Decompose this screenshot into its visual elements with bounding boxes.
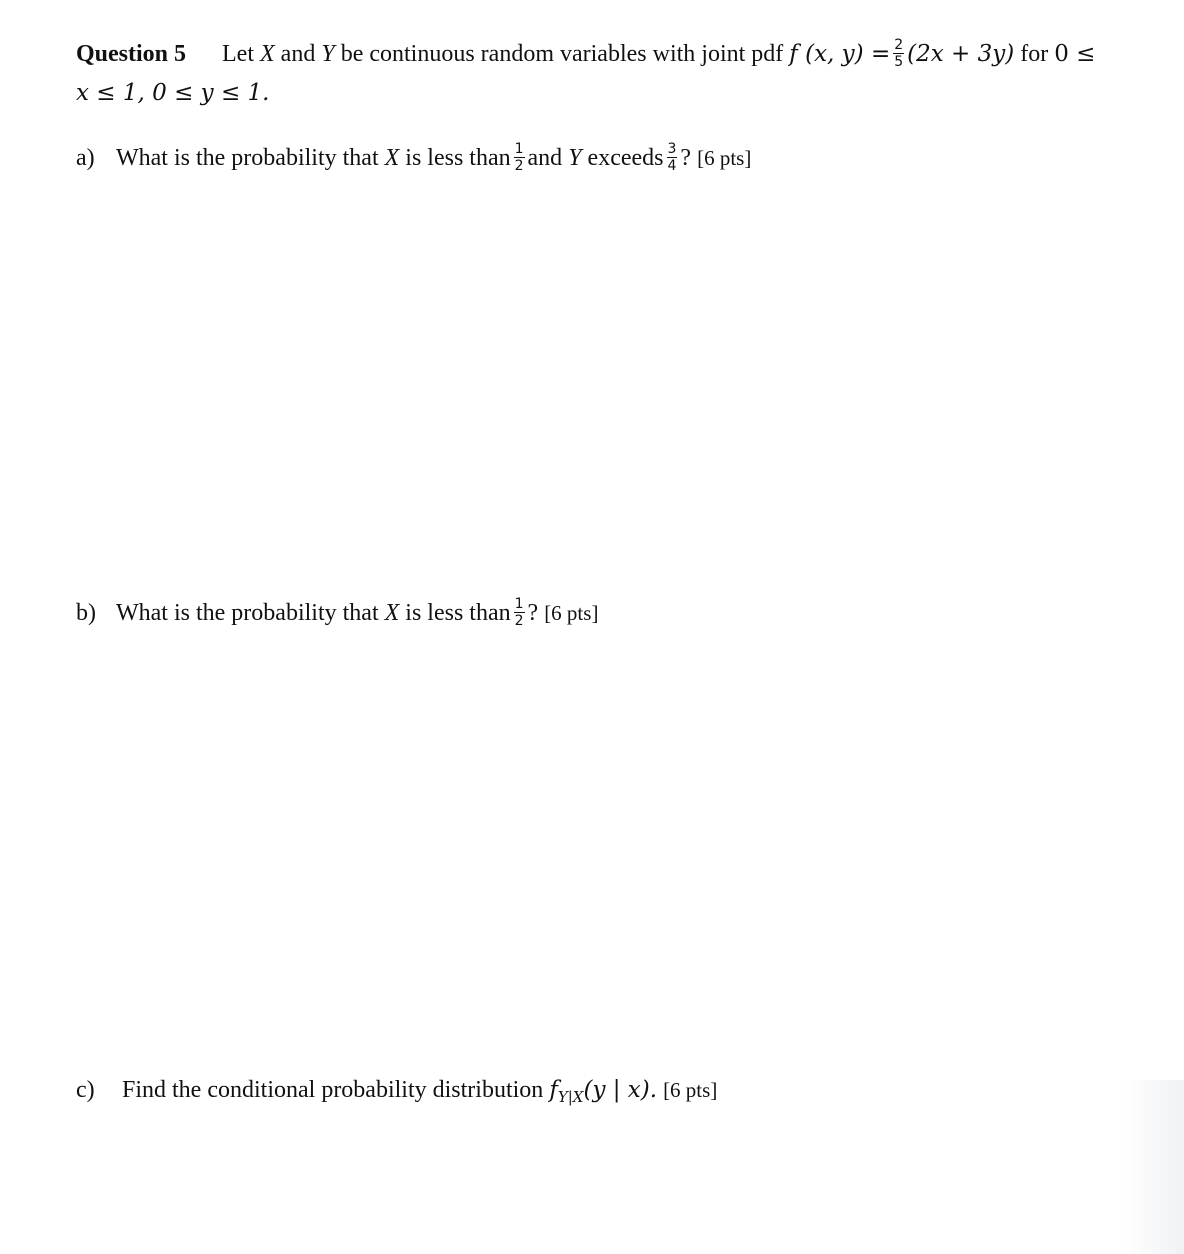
part-a-frac1-denominator: 2 xyxy=(514,158,524,174)
part-c-label: c) xyxy=(76,1077,95,1103)
pdf-rhs: (2x + 3y) xyxy=(907,41,1015,68)
question-statement-line-2 xyxy=(76,81,269,105)
part-b xyxy=(76,596,599,630)
part-b-label: b) xyxy=(76,600,96,627)
part-b-qmark: ? xyxy=(527,600,539,627)
part-c-points: [6 pts] xyxy=(663,1078,718,1102)
range-line-2: x ≤ 1, 0 ≤ y ≤ 1. xyxy=(76,80,270,106)
question-statement-line-1 xyxy=(76,37,1096,71)
part-a xyxy=(76,141,752,175)
intro-let: Let xyxy=(222,41,254,68)
part-a-label: a) xyxy=(76,145,95,172)
var-x: X xyxy=(260,41,275,68)
part-b-fraction xyxy=(514,597,525,628)
range-start: 0 ≤ xyxy=(1054,41,1096,68)
part-a-points: [6 pts] xyxy=(697,146,752,171)
part-a-text-2: is less than xyxy=(405,145,511,172)
part-c-func-args: (y | x). xyxy=(583,1077,658,1103)
part-b-var-x: X xyxy=(384,600,400,627)
part-a-frac2-denominator: 4 xyxy=(667,158,677,174)
part-c-text-1: Find the conditional probability distribution xyxy=(122,1077,544,1103)
part-b-points: [6 pts] xyxy=(544,601,599,626)
part-c-func-f: f xyxy=(549,1077,558,1103)
var-y: Y xyxy=(321,41,335,68)
pdf-lhs: f (x, y) = xyxy=(789,41,891,68)
part-a-frac1-numerator: 1 xyxy=(514,141,524,157)
pdf-frac-numerator: 2 xyxy=(894,37,904,53)
part-c-func-subscript: Y|X xyxy=(557,1088,584,1106)
part-a-fraction-1 xyxy=(514,142,525,173)
part-b-frac-denominator: 2 xyxy=(514,613,524,629)
part-a-text-4: exceeds xyxy=(587,145,664,172)
part-a-var-y: Y xyxy=(568,145,582,172)
part-a-text-3: and xyxy=(527,145,563,172)
intro-text: be continuous random variables with joint pdf xyxy=(340,41,784,68)
part-a-var-x: X xyxy=(384,145,400,172)
part-a-fraction-2 xyxy=(667,142,678,173)
part-a-frac2-numerator: 3 xyxy=(667,141,677,157)
part-b-text-2: is less than xyxy=(405,600,511,627)
part-b-text-1: What is the probability that xyxy=(116,600,379,627)
pdf-frac-denominator: 5 xyxy=(894,54,904,70)
part-a-qmark: ? xyxy=(680,145,692,172)
part-c xyxy=(76,1078,717,1105)
intro-and: and xyxy=(280,41,316,68)
part-b-frac-numerator: 1 xyxy=(514,596,524,612)
page-edge-shadow xyxy=(1124,1080,1184,1254)
part-a-text-1: What is the probability that xyxy=(116,145,379,172)
for-word: for xyxy=(1020,41,1049,68)
pdf-fraction xyxy=(893,38,904,69)
question-title: Question 5 xyxy=(76,41,187,68)
